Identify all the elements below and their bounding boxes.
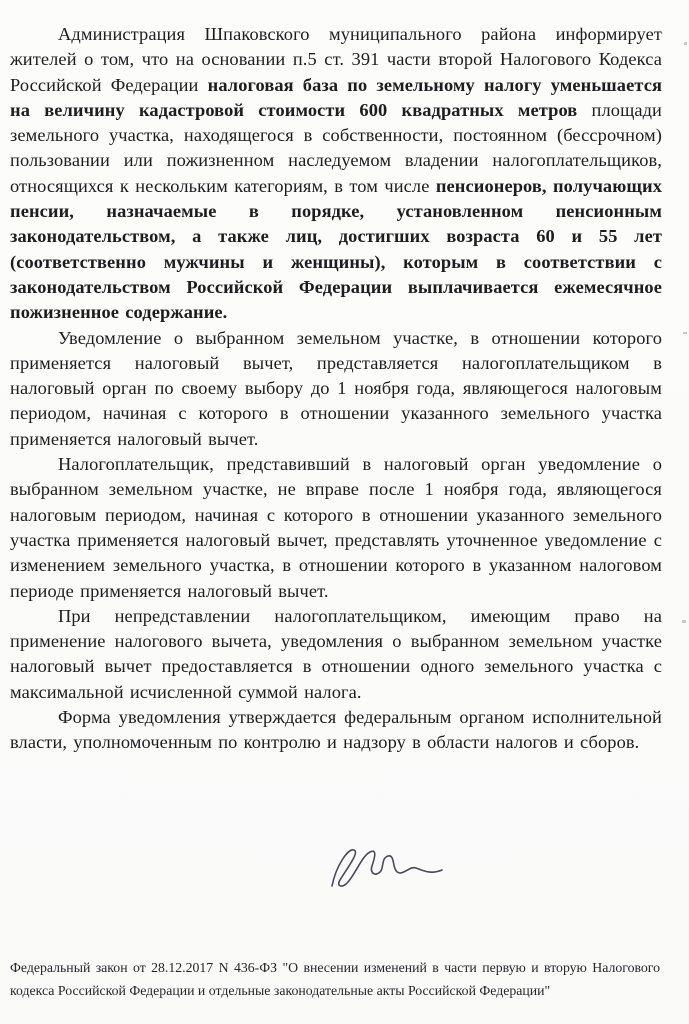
scan-artifact [684, 42, 687, 45]
scan-artifact [682, 620, 686, 623]
paragraph-5 [10, 705, 662, 756]
paragraph-4 [10, 604, 662, 705]
text-run: площади земельного участка, находящегося в собственности, постоянном (бессрочном) пользовании или пожизненном наследуемом владении налогоплательщиков, относящихся к нескольким категориям, в том числе [10, 99, 662, 196]
text-run: Налогоплательщик, представивший в налоговый орган уведомление о выбранном земельном участке, не вправе после 1 ноября года, являющегося налоговым периодом, начиная с которого в отношении указанного земельного участка применяется налоговый вычет, представлять уточненное уведомление с изменением земельного участка, в отношении которого в указанном налоговом периоде применяется налоговый вычет. [10, 454, 662, 601]
paragraph-2 [10, 326, 662, 452]
paragraph-1 [10, 22, 662, 326]
signature-icon [318, 836, 448, 901]
document-body [10, 22, 662, 756]
text-run: Форма уведомления утверждается федеральным органом исполнительной власти, уполномоченным по контролю и надзору в области налогов и сборов. [10, 707, 662, 753]
text-run: Администрация Шпаковского муниципального района информирует жителей о том, что на основании п.5 ст. 391 части второй Налогового Кодекса Российской Федерации [10, 24, 662, 95]
text-run: Уведомление о выбранном земельном участке, в отношении которого применяется налоговый вычет, представляется налогоплательщиком в налоговый орган по своему выбору до 1 ноября года, являющегося налоговым периодом, начиная с которого в отношении указанного земельного участка применяется налоговый вычет. [10, 327, 662, 449]
scan-artifact [683, 332, 687, 334]
handwritten-signature-icon [318, 836, 448, 901]
text-run-bold: налоговая база по земельному налогу уменьшается на величину кадастровой стоимости 600 квадратных метров [10, 74, 663, 120]
footer-law-reference: Федеральный закон от 28.12.2017 N 436-ФЗ "О внесении изменений в части первую и вторую Налогового кодекса Российской Федерации и отдельные законодательные акты Российской Федерации" [10, 960, 660, 998]
text-run: При непредставлении налогоплательщиком, имеющим право на применение налогового вычета, уведомления о выбранном земельном участке налоговый вычет предоставляется в отношении одного земельного участка с максимальной исчисленной суммой налога. [10, 605, 662, 702]
paragraph-3 [10, 452, 662, 604]
text-run-bold: пенсионеров, получающих пенсии, назначаемые в порядке, установленном пенсионным законодательством, а также лиц, достигших возраста 60 и 55 лет (соответственно мужчины и женщины), которым в соответствии с законодательством Российской Федерации выплачивается ежемесячное пожизненное содержание. [10, 175, 662, 323]
